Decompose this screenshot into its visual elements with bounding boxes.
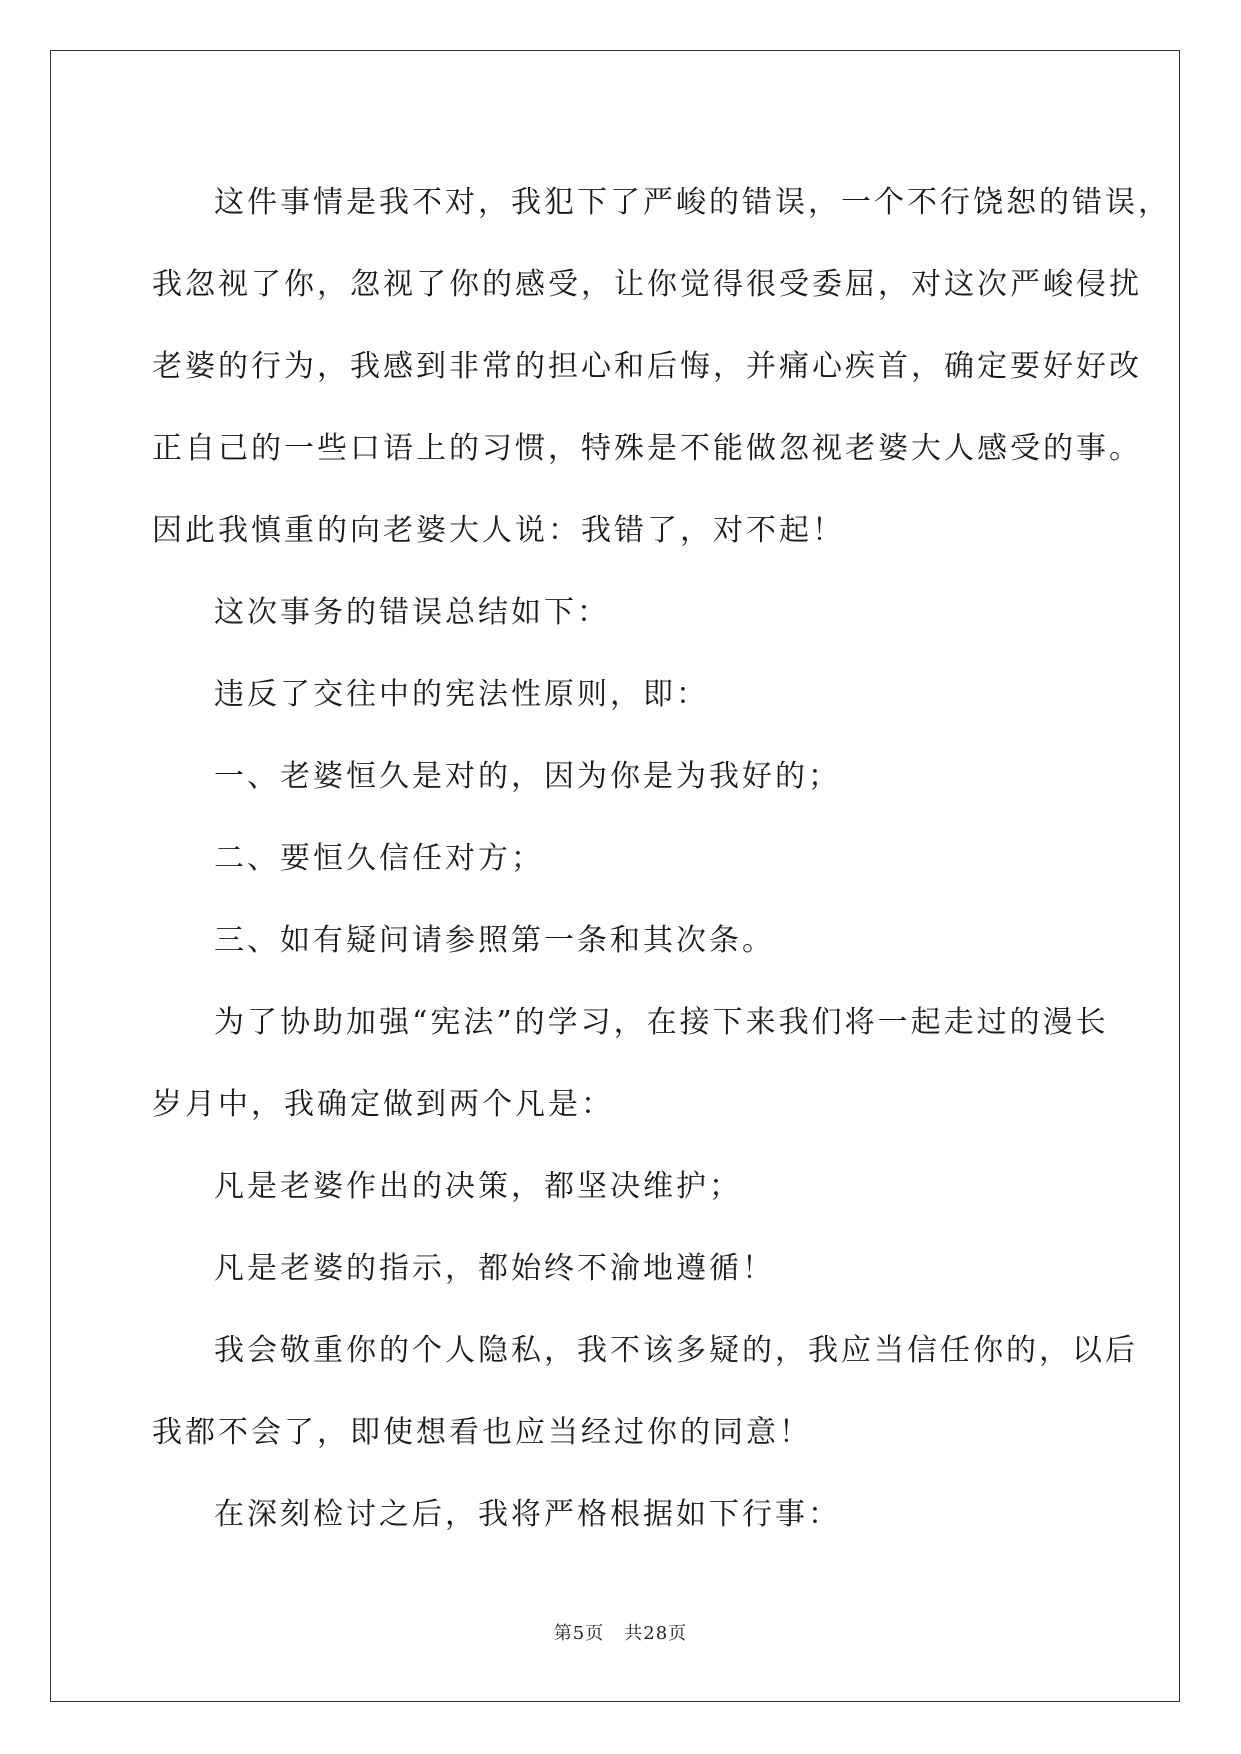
list-item: 三、如有疑问请参照第一条和其次条。 [214,923,775,958]
document-body [152,162,1171,1556]
paragraph-line: 我都不会了，即使想看也应当经过你的同意！ [152,1415,812,1450]
paragraph-line: 老婆的行为，我感到非常的担心和后悔，并痛心疾首，确定要好好改 [152,349,1142,384]
paragraph-line: 违反了交往中的宪法性原则，即： [214,677,709,712]
list-item: 二、要恒久信任对方； [214,841,544,876]
paragraph-line: 在深刻检讨之后，我将严格根据如下行事： [214,1497,841,1532]
paragraph-line: 我会敬重你的个人隐私，我不该多疑的，我应当信任你的，以后 [214,1333,1138,1368]
list-item: 一、老婆恒久是对的，因为你是为我好的； [214,759,841,794]
page-footer [0,1619,1241,1645]
paragraph-line: 这件事情是我不对，我犯下了严峻的错误，一个不行饶恕的错误， [214,185,1171,220]
paragraph-line: 岁月中，我确定做到两个凡是： [152,1087,614,1122]
paragraph-line: 凡是老婆作出的决策，都坚决维护； [214,1169,742,1204]
page-number-total: 共28页 [624,1623,688,1644]
page-number-current: 第5页 [553,1623,605,1644]
paragraph-line: 因此我慎重的向老婆大人说：我错了，对不起！ [152,513,845,548]
paragraph-line: 这次事务的错误总结如下： [214,595,610,630]
paragraph-line: 正自己的一些口语上的习惯，特殊是不能做忽视老婆大人感受的事。 [152,431,1142,466]
paragraph-line: 为了协助加强“宪法”的学习，在接下来我们将一起走过的漫长 [214,1005,1109,1040]
paragraph-line: 我忽视了你，忽视了你的感受，让你觉得很受委屈，对这次严峻侵扰 [152,267,1142,302]
paragraph-line: 凡是老婆的指示，都始终不渝地遵循！ [214,1251,775,1286]
